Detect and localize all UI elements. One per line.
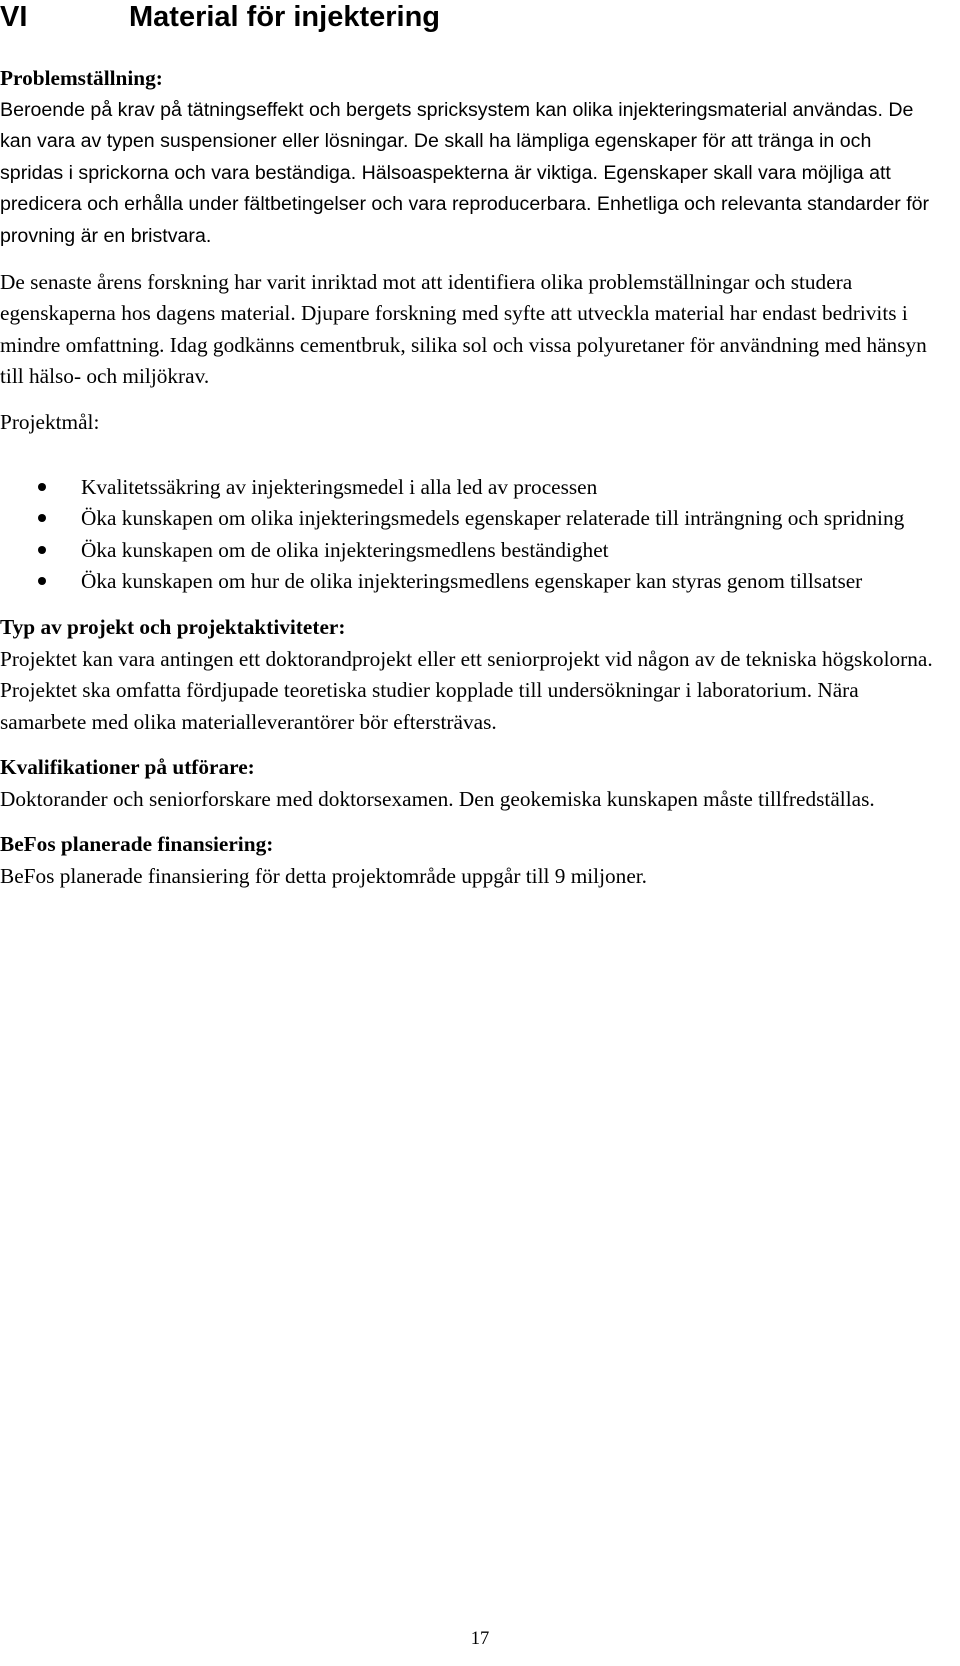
financing-text: BeFos planerade finansiering för detta projektområde uppgår till 9 miljoner. [0, 864, 648, 889]
goal-text: Öka kunskapen om olika injekteringsmedels egenskaper relaterade till inträngning och spridning [81, 506, 905, 531]
goals-heading: Projektmål: [0, 409, 100, 434]
page-number: 17 [470, 1629, 490, 1649]
goal-item [0, 472, 935, 504]
financing-heading: BeFos planerade finansiering: [0, 832, 274, 857]
qualifications-text: Doktorander och seniorforskare med doktorsexamen. Den geokemiska kunskapen måste tillfredställas. [0, 786, 875, 811]
section-financing [0, 829, 935, 892]
document-body [0, 63, 935, 893]
goal-item [0, 503, 935, 535]
goal-item [0, 566, 935, 598]
goal-item [0, 535, 935, 567]
bullet-icon [38, 546, 46, 554]
project-type-text: Projektet kan vara antingen ett doktorandprojekt eller ett seniorprojekt vid någon av de tekniska högskolorna. Projektet ska omfatta fördjupade teoretiska studier kopplade till undersökningar i laboratorium. Nära samarbete med olika materialleverantörer bör eftersträvas. [0, 646, 933, 734]
section-goals [0, 407, 935, 598]
goal-text: Öka kunskapen om de olika injekteringsmedlens beständighet [81, 537, 609, 562]
problem-heading: Problemställning: [0, 66, 163, 90]
project-type-heading: Typ av projekt och projektaktiviteter: [0, 614, 346, 639]
section-project-type [0, 612, 935, 738]
goal-text: Öka kunskapen om hur de olika injekteringsmedlens egenskaper kan styras genom tillsatser [81, 569, 863, 594]
section-problem [0, 63, 935, 393]
chapter-heading [0, 0, 960, 34]
chapter-number: VI [0, 1, 28, 33]
chapter-title: Material för injektering [129, 1, 441, 33]
bullet-icon [38, 483, 46, 491]
qualifications-heading: Kvalifikationer på utförare: [0, 755, 255, 780]
goal-text: Kvalitetssäkring av injekteringsmedel i alla led av processen [81, 474, 598, 499]
bullet-icon [38, 577, 46, 585]
section-qualifications [0, 752, 935, 815]
problem-paragraph-2: De senaste årens forskning har varit inriktad mot att identifiera olika problemställningar och studera egenskaperna hos dagens material. Djupare forskning med syfte att utveckla material har endast bedrivits i mindre omfattning. Idag godkänns cementbruk, silika sol och vissa polyuretaner för användning med hänsyn till hälso- och miljökrav. [0, 269, 927, 389]
bullet-icon [38, 514, 46, 522]
problem-paragraph-1: Beroende på krav på tätningseffekt och bergets spricksystem kan olika injekteringsmaterial användas. De kan vara av typen suspensioner eller lösningar. De skall ha lämpliga egenskaper för att tränga in och spridas i sprickorna och vara beständiga. Hälsoaspekterna är viktiga. Egenskaper skall vara möjliga att predicera och erhålla under fältbetingelser och vara reproducerbara. Enhetliga och relevanta standarder för provning är en bristvara. [0, 98, 930, 247]
goals-list [0, 472, 935, 598]
